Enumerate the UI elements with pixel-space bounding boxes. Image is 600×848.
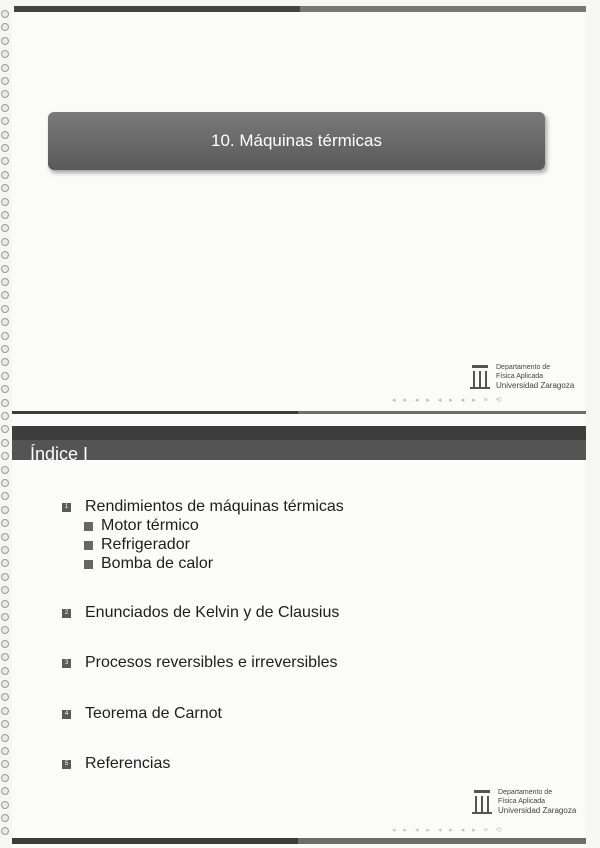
building-icon bbox=[472, 788, 492, 814]
binder-hole bbox=[1, 653, 9, 661]
logo-line-2: Física Aplicada bbox=[498, 798, 546, 805]
binder-hole bbox=[1, 372, 9, 380]
binder-hole bbox=[1, 613, 9, 621]
toc-label: Procesos reversibles e irreversibles bbox=[85, 654, 338, 671]
binder-hole bbox=[1, 760, 9, 768]
binder-hole bbox=[1, 827, 9, 835]
slide-title: 10. Máquinas térmicas bbox=[48, 112, 545, 170]
logo-line-1: Departamento de bbox=[498, 789, 553, 796]
binder-hole bbox=[1, 211, 9, 219]
toc-sub-label: Bomba de calor bbox=[101, 555, 214, 572]
binder-hole bbox=[1, 224, 9, 232]
toc-item-4[interactable] bbox=[62, 705, 222, 723]
binder-hole bbox=[1, 358, 9, 366]
toc-item-1[interactable] bbox=[62, 498, 344, 516]
toc-label: Referencias bbox=[85, 755, 171, 772]
binder-hole bbox=[1, 171, 9, 179]
binder-hole bbox=[1, 265, 9, 273]
binder-hole bbox=[1, 801, 9, 809]
binder-hole bbox=[1, 251, 9, 259]
binder-hole bbox=[1, 466, 9, 474]
binder-hole bbox=[1, 144, 9, 152]
binder-hole bbox=[1, 814, 9, 822]
square-bullet-icon bbox=[84, 560, 93, 569]
logo-line-3: Universidad Zaragoza bbox=[498, 806, 577, 815]
binder-hole bbox=[1, 291, 9, 299]
toc-number-badge: 3 bbox=[62, 659, 71, 668]
binder-hole bbox=[1, 439, 9, 447]
binder-hole bbox=[1, 117, 9, 125]
logo-line-2: Física Aplicada bbox=[496, 373, 544, 380]
binder-hole bbox=[1, 131, 9, 139]
toc-item-2[interactable] bbox=[62, 604, 339, 622]
binder-hole bbox=[1, 332, 9, 340]
toc-item-5[interactable] bbox=[62, 755, 170, 773]
binder-hole bbox=[1, 546, 9, 554]
logo-line-1: Departamento de bbox=[496, 364, 551, 371]
square-bullet-icon bbox=[84, 522, 93, 531]
binder-hole bbox=[1, 492, 9, 500]
binder-hole bbox=[1, 104, 9, 112]
building-icon bbox=[470, 363, 490, 389]
binder-hole bbox=[1, 720, 9, 728]
toc-item-3[interactable] bbox=[62, 654, 338, 672]
binder-hole bbox=[1, 479, 9, 487]
binder-hole bbox=[1, 519, 9, 527]
binder-hole bbox=[1, 278, 9, 286]
binder-hole bbox=[1, 640, 9, 648]
binder-hole bbox=[1, 385, 9, 393]
slide-footer-bottom bbox=[12, 838, 586, 844]
binder-hole bbox=[1, 345, 9, 353]
toc-label: Rendimientos de máquinas térmicas bbox=[85, 498, 344, 515]
binder-hole bbox=[1, 23, 9, 31]
binder-hole bbox=[1, 412, 9, 420]
binder-hole bbox=[1, 573, 9, 581]
toc-subitem-refrigerador[interactable] bbox=[84, 536, 190, 554]
toc-number-badge: 5 bbox=[62, 760, 71, 769]
binder-hole bbox=[1, 50, 9, 58]
binder-hole bbox=[1, 680, 9, 688]
index-slide bbox=[12, 414, 586, 848]
binder-hole bbox=[1, 774, 9, 782]
binder-hole bbox=[1, 198, 9, 206]
binder-hole bbox=[1, 734, 9, 742]
toc-sub-label: Refrigerador bbox=[101, 536, 190, 553]
title-slide bbox=[12, 6, 586, 414]
binder-hole bbox=[1, 238, 9, 246]
binder-hole bbox=[1, 37, 9, 45]
binder-hole bbox=[1, 787, 9, 795]
toc-subitem-motor[interactable] bbox=[84, 517, 199, 535]
binder-hole bbox=[1, 305, 9, 313]
university-logo bbox=[470, 363, 574, 390]
toc-number-badge: 1 bbox=[62, 503, 71, 512]
binder-hole bbox=[1, 586, 9, 594]
binder-hole bbox=[1, 77, 9, 85]
binder-hole bbox=[1, 600, 9, 608]
binder-hole bbox=[1, 747, 9, 755]
binder-hole bbox=[1, 667, 9, 675]
binder-hole bbox=[1, 399, 9, 407]
logo-line-3: Universidad Zaragoza bbox=[496, 381, 575, 390]
binder-hole bbox=[1, 452, 9, 460]
toc-label: Enunciados de Kelvin y de Clausius bbox=[85, 604, 340, 621]
binder-hole bbox=[1, 707, 9, 715]
binder-hole bbox=[1, 157, 9, 165]
binder-hole bbox=[1, 559, 9, 567]
binder-hole bbox=[1, 90, 9, 98]
section-title: Índice I bbox=[30, 444, 89, 464]
square-bullet-icon bbox=[84, 541, 93, 550]
toc-label: Teorema de Carnot bbox=[85, 705, 222, 722]
section-header-top bbox=[12, 426, 586, 440]
beamer-nav-controls-bottom: ◂ ▸ ◂ ▸ ◂ ▸ ◂ ▸ ≡ ⟲ bbox=[392, 827, 505, 834]
binder-hole bbox=[1, 626, 9, 634]
binder-hole bbox=[1, 693, 9, 701]
toc-sub-label: Motor térmico bbox=[101, 517, 199, 534]
binder-hole bbox=[1, 425, 9, 433]
slide-top-bar-accent bbox=[300, 6, 586, 12]
toc-subitem-bomba[interactable] bbox=[84, 555, 213, 573]
university-logo-bottom bbox=[472, 788, 576, 815]
toc-number-badge: 4 bbox=[62, 710, 71, 719]
binder-hole bbox=[1, 184, 9, 192]
beamer-nav-controls: ◂ ▸ ◂ ▸ ◂ ▸ ◂ ▸ ≡ ⟲ bbox=[392, 397, 505, 404]
binder-hole bbox=[1, 64, 9, 72]
binder-hole bbox=[1, 533, 9, 541]
binder-hole bbox=[1, 10, 9, 18]
toc-number-badge: 2 bbox=[62, 609, 71, 618]
binder-hole bbox=[1, 506, 9, 514]
binder-hole bbox=[1, 318, 9, 326]
